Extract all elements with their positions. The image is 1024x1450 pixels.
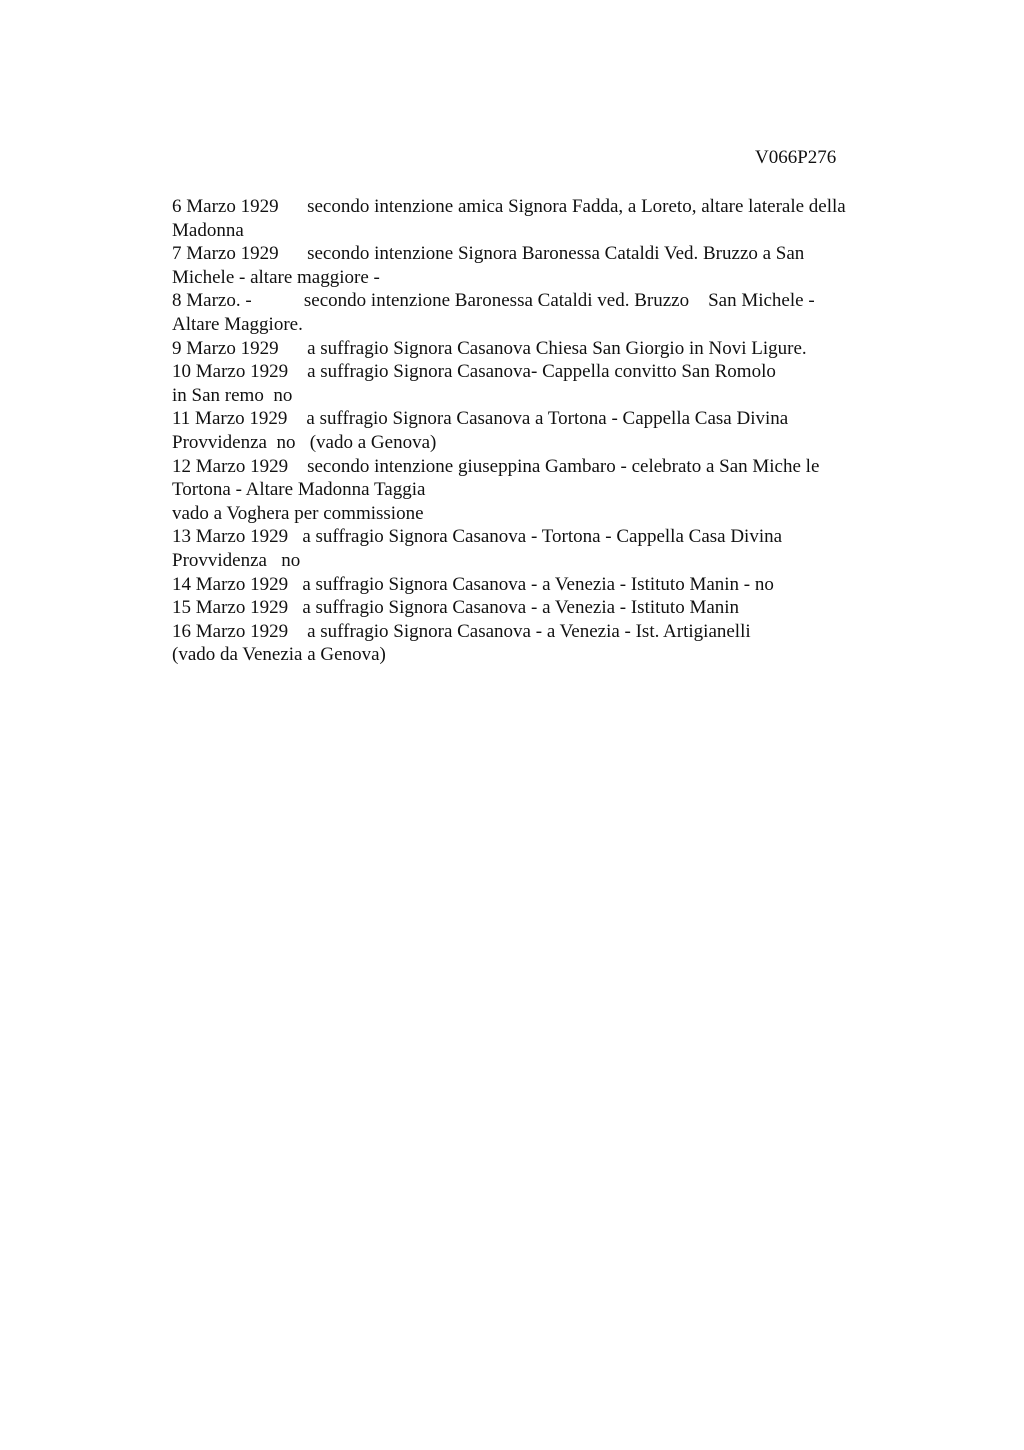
text-line: in San remo no (172, 384, 293, 406)
text-line: Michele - altare maggiore - (172, 266, 380, 288)
text-line: vado a Voghera per commissione (172, 502, 424, 524)
text-line: (vado da Venezia a Genova) (172, 644, 386, 666)
document-body (172, 195, 912, 667)
text-line: Altare Maggiore. (172, 313, 303, 335)
page-identifier: V066P276 (755, 147, 837, 168)
text-line: 9 Marzo 1929 a suffragio Signora Casanova Chiesa San Giorgio in Novi Ligure. (172, 337, 807, 359)
text-line: 10 Marzo 1929 a suffragio Signora Casanova- Cappella convitto San Romolo (172, 361, 776, 383)
text-line: 11 Marzo 1929 a suffragio Signora Casanova a Tortona - Cappella Casa Divina (172, 408, 789, 430)
text-line: 13 Marzo 1929 a suffragio Signora Casanova - Tortona - Cappella Casa Divina (172, 526, 783, 548)
text-line: Provvidenza no (vado a Genova) (172, 431, 437, 453)
text-line: Provvidenza no (172, 549, 301, 571)
text-line: 8 Marzo. - secondo intenzione Baronessa Cataldi ved. Bruzzo San Michele - (172, 290, 815, 312)
text-line: Tortona - Altare Madonna Taggia (172, 479, 426, 501)
text-line: 15 Marzo 1929 a suffragio Signora Casanova - a Venezia - Istituto Manin (172, 597, 740, 619)
text-line: 6 Marzo 1929 secondo intenzione amica Signora Fadda, a Loreto, altare laterale della (172, 196, 846, 217)
text-line: Madonna (172, 219, 244, 241)
text-line: 7 Marzo 1929 secondo intenzione Signora Baronessa Cataldi Ved. Bruzzo a San (172, 243, 805, 265)
text-line: 14 Marzo 1929 a suffragio Signora Casanova - a Venezia - Istituto Manin - no (172, 573, 774, 595)
text-line: 12 Marzo 1929 secondo intenzione giuseppina Gambaro - celebrato a San Miche le (172, 455, 820, 477)
text-line: 16 Marzo 1929 a suffragio Signora Casanova - a Venezia - Ist. Artigianelli (172, 620, 751, 642)
